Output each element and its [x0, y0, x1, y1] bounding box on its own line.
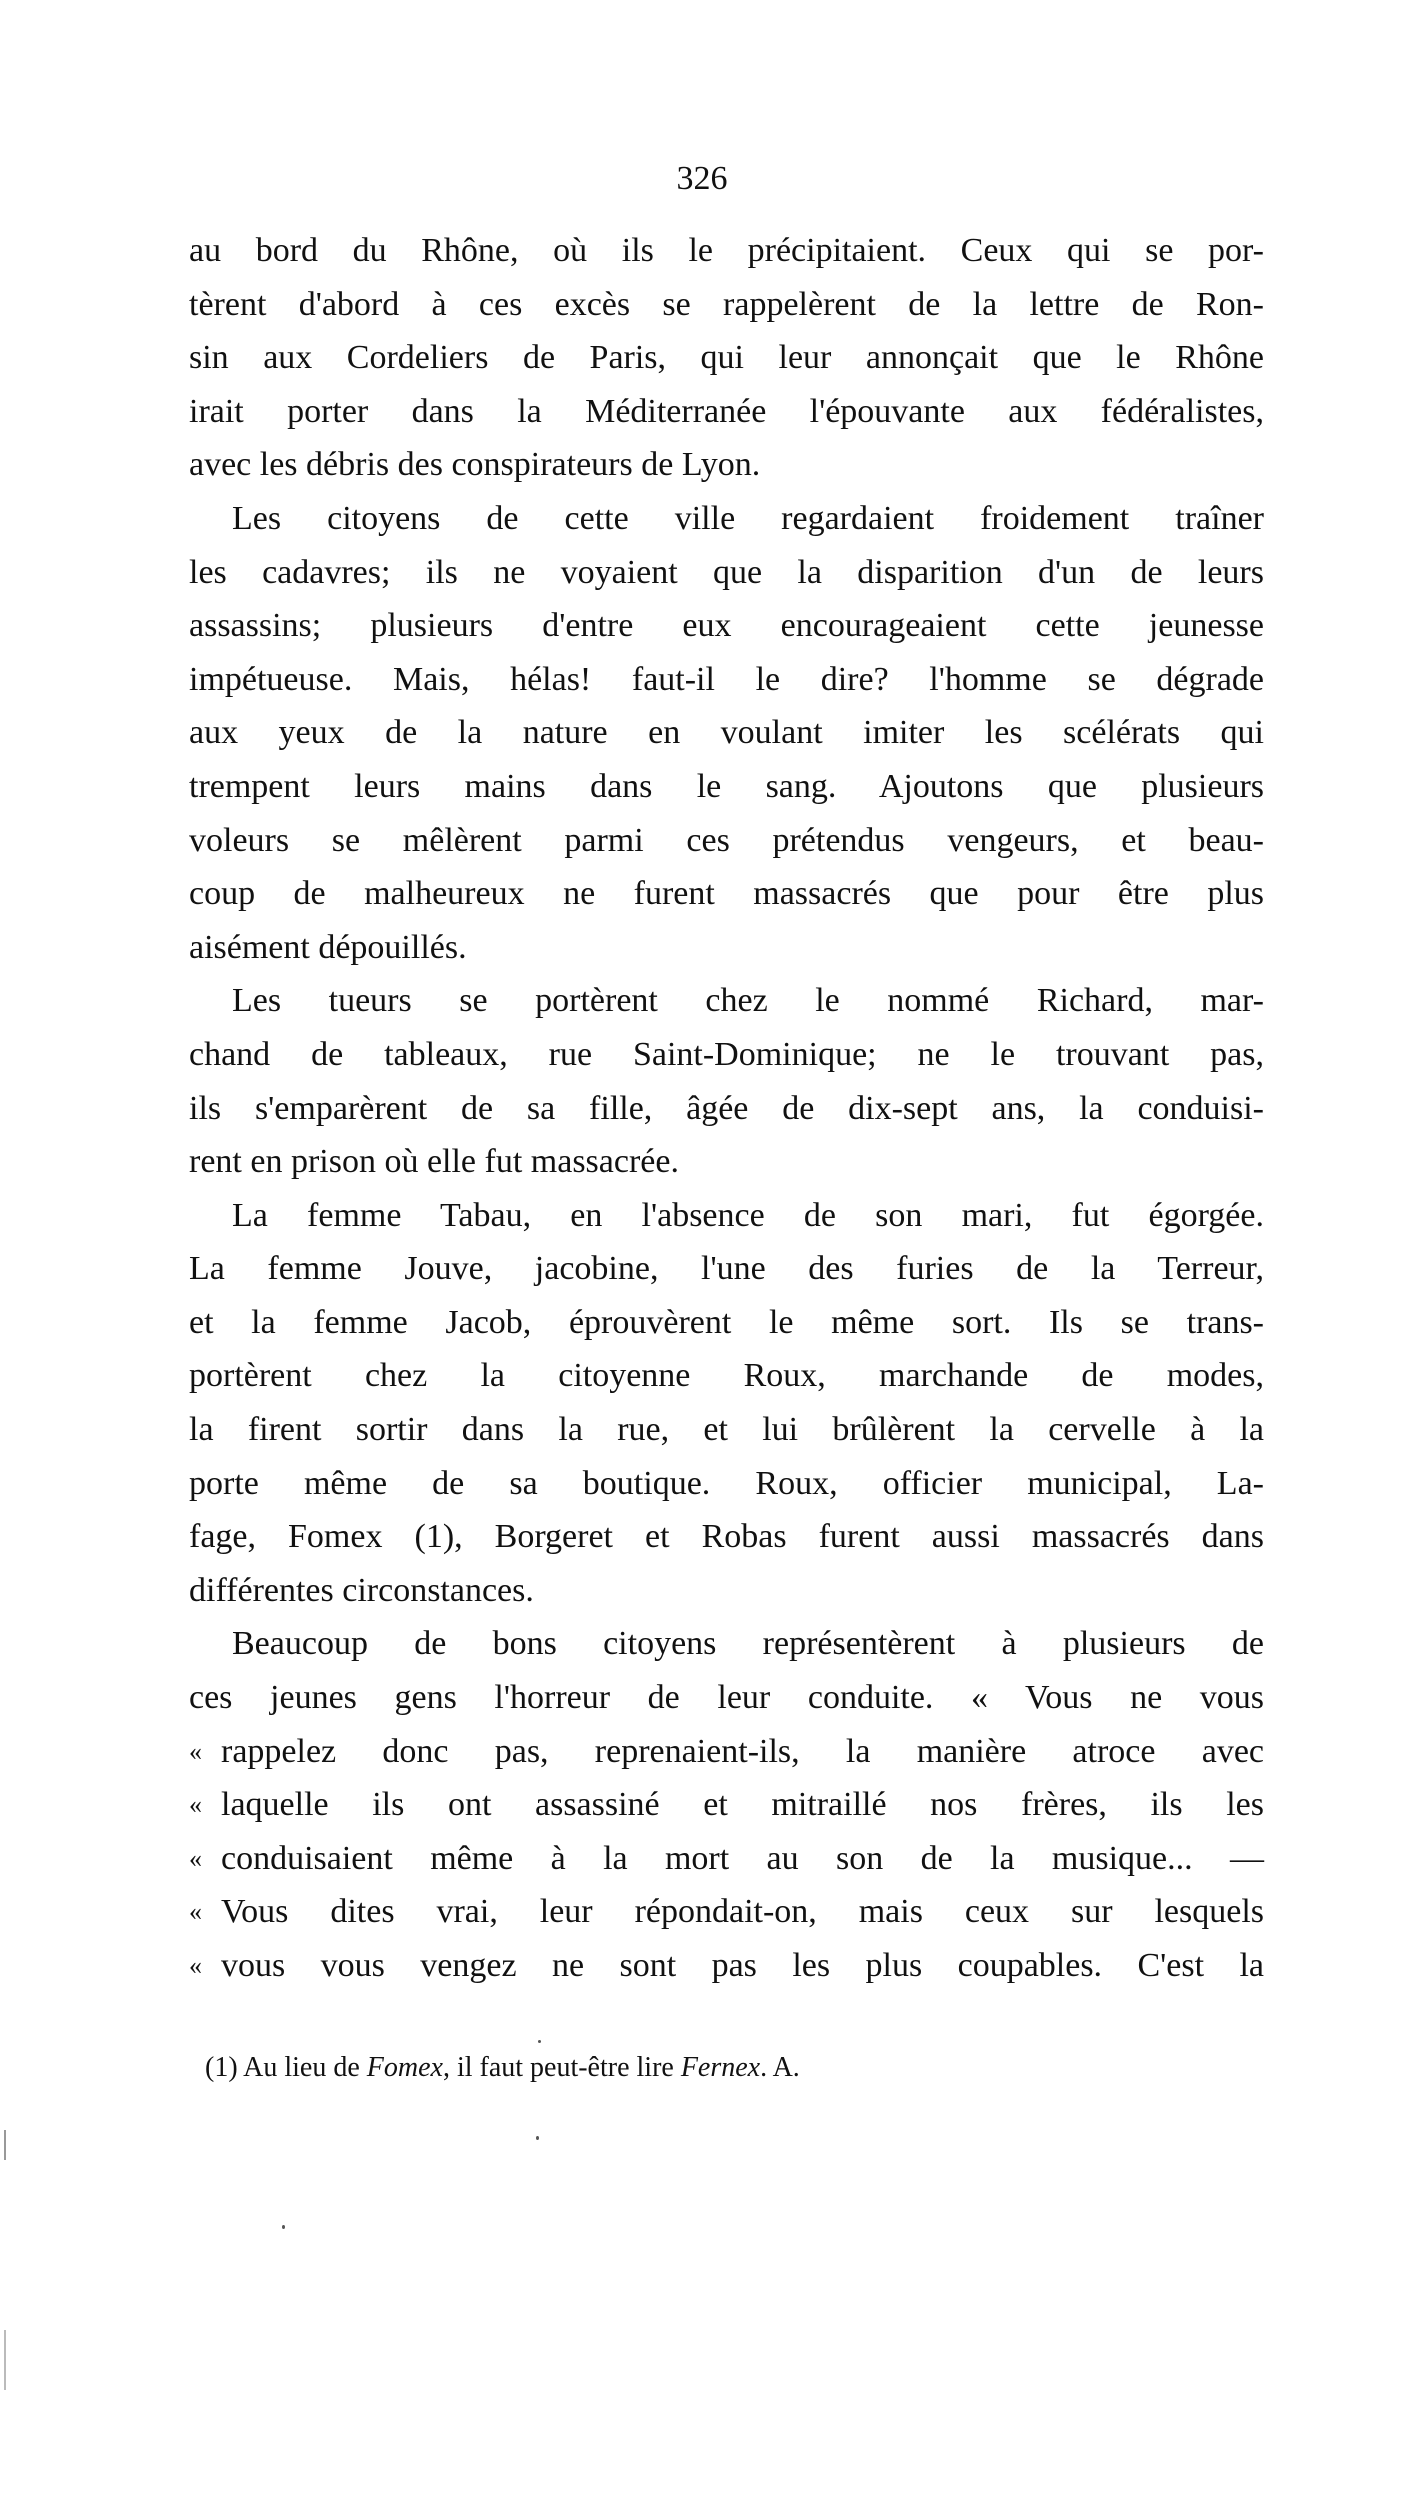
text-line: au bord du Rhône, où ils le précipitaient. Ceux qui se por- [189, 232, 1264, 269]
text-line: voleurs se mêlèrent parmi ces prétendus vengeurs, et beau- [189, 821, 1264, 859]
text-line-content: conduisaient même à la mort au son de la musique... — [221, 1839, 1264, 1877]
scan-speck [4, 2130, 6, 2160]
text-line: ils s'emparèrent de sa fille, âgée de dix-sept ans, la conduisi- [189, 1089, 1264, 1127]
footnote-text: . A. [760, 2052, 800, 2083]
quote-mark: « [189, 1736, 202, 1766]
text-line-content: Vous dites vrai, leur répondait-on, mais ceux sur lesquels [221, 1893, 1264, 1931]
text-line: la firent sortir dans la rue, et lui brûlèrent la cervelle à la [189, 1411, 1264, 1449]
text-line: assassins; plusieurs d'entre eux encourageaient cette jeunesse [189, 607, 1264, 645]
text-line: rent en prison où elle fut massacrée. [189, 1143, 679, 1181]
body-text [189, 224, 1264, 1993]
text-line: porte même de sa boutique. Roux, officier municipal, La- [189, 1464, 1264, 1502]
quote-mark: « [189, 1951, 202, 1980]
text-line: irait porter dans la Méditerranée l'épouvante aux fédéralistes, [189, 392, 1264, 430]
footnote-italic-name: Fernex [680, 2052, 761, 2083]
quote-mark: « [189, 1843, 202, 1873]
text-line: coup de malheureux ne furent massacrés que pour être plus [189, 875, 1264, 913]
footnote [205, 2052, 800, 2084]
text-line: portèrent chez la citoyenne Roux, marchande de modes, [189, 1357, 1264, 1395]
text-line: Les tueurs se portèrent chez le nommé Richard, mar- [232, 982, 1264, 1020]
scan-speck [538, 2040, 541, 2043]
text-line: tèrent d'abord à ces excès se rappelèrent de la lettre de Ron- [189, 285, 1264, 323]
text-line: chand de tableaux, rue Saint-Dominique; ne le trouvant pas, [189, 1035, 1264, 1073]
footnote-text: , il faut peut-être lire [442, 2052, 681, 2083]
footnote-text: Au lieu de [237, 2052, 367, 2083]
text-line [189, 1725, 1264, 1779]
text-line [189, 1939, 1264, 1993]
quote-mark: « [189, 1790, 202, 1820]
scan-speck [536, 2136, 539, 2140]
text-line: et la femme Jacob, éprouvèrent le même sort. Ils se trans- [189, 1303, 1264, 1341]
text-line: La femme Jouve, jacobine, l'une des furies de la Terreur, [189, 1250, 1264, 1288]
text-line: La femme Tabau, en l'absence de son mari, fut égorgée. [232, 1196, 1264, 1234]
scan-speck [282, 2225, 285, 2229]
text-line: fage, Fomex (1), Borgeret et Robas furent aussi massacrés dans [189, 1518, 1264, 1556]
text-line: ces jeunes gens l'horreur de leur conduite. « Vous ne vous [189, 1679, 1264, 1717]
text-line-content: laquelle ils ont assassiné et mitraillé nos frères, ils les [221, 1786, 1264, 1824]
page-number: 326 [676, 160, 728, 197]
text-line: aisément dépouillés. [189, 928, 467, 966]
scan-speck [4, 2330, 6, 2390]
text-line-content: rappelez donc pas, reprenaient-ils, la manière atroce avec [221, 1732, 1264, 1770]
text-line: sin aux Cordeliers de Paris, qui leur annonçait que le Rhône [189, 339, 1264, 377]
text-line: aux yeux de la nature en voulant imiter les scélérats qui [189, 714, 1264, 752]
text-line: trempent leurs mains dans le sang. Ajoutons que plusieurs [189, 767, 1264, 805]
text-line: Beaucoup de bons citoyens représentèrent à plusieurs de [232, 1625, 1264, 1663]
text-line: différentes circonstances. [189, 1571, 534, 1609]
text-line: les cadavres; ils ne voyaient que la disparition d'un de leurs [189, 553, 1264, 591]
text-line: Les citoyens de cette ville regardaient froidement traîner [232, 499, 1264, 537]
text-line [189, 1778, 1264, 1832]
text-line [189, 1832, 1264, 1886]
footnote-italic-name: Fomex [366, 2052, 443, 2083]
text-line: impétueuse. Mais, hélas! faut-il le dire? l'homme se dégrade [189, 660, 1264, 698]
text-line-content: vous vous vengez ne sont pas les plus coupables. C'est la [221, 1947, 1264, 1984]
quote-mark: « [189, 1897, 202, 1927]
text-line: avec les débris des conspirateurs de Lyon. [189, 446, 761, 484]
text-line [189, 1885, 1264, 1939]
footnote-marker: (1) [205, 2052, 238, 2083]
